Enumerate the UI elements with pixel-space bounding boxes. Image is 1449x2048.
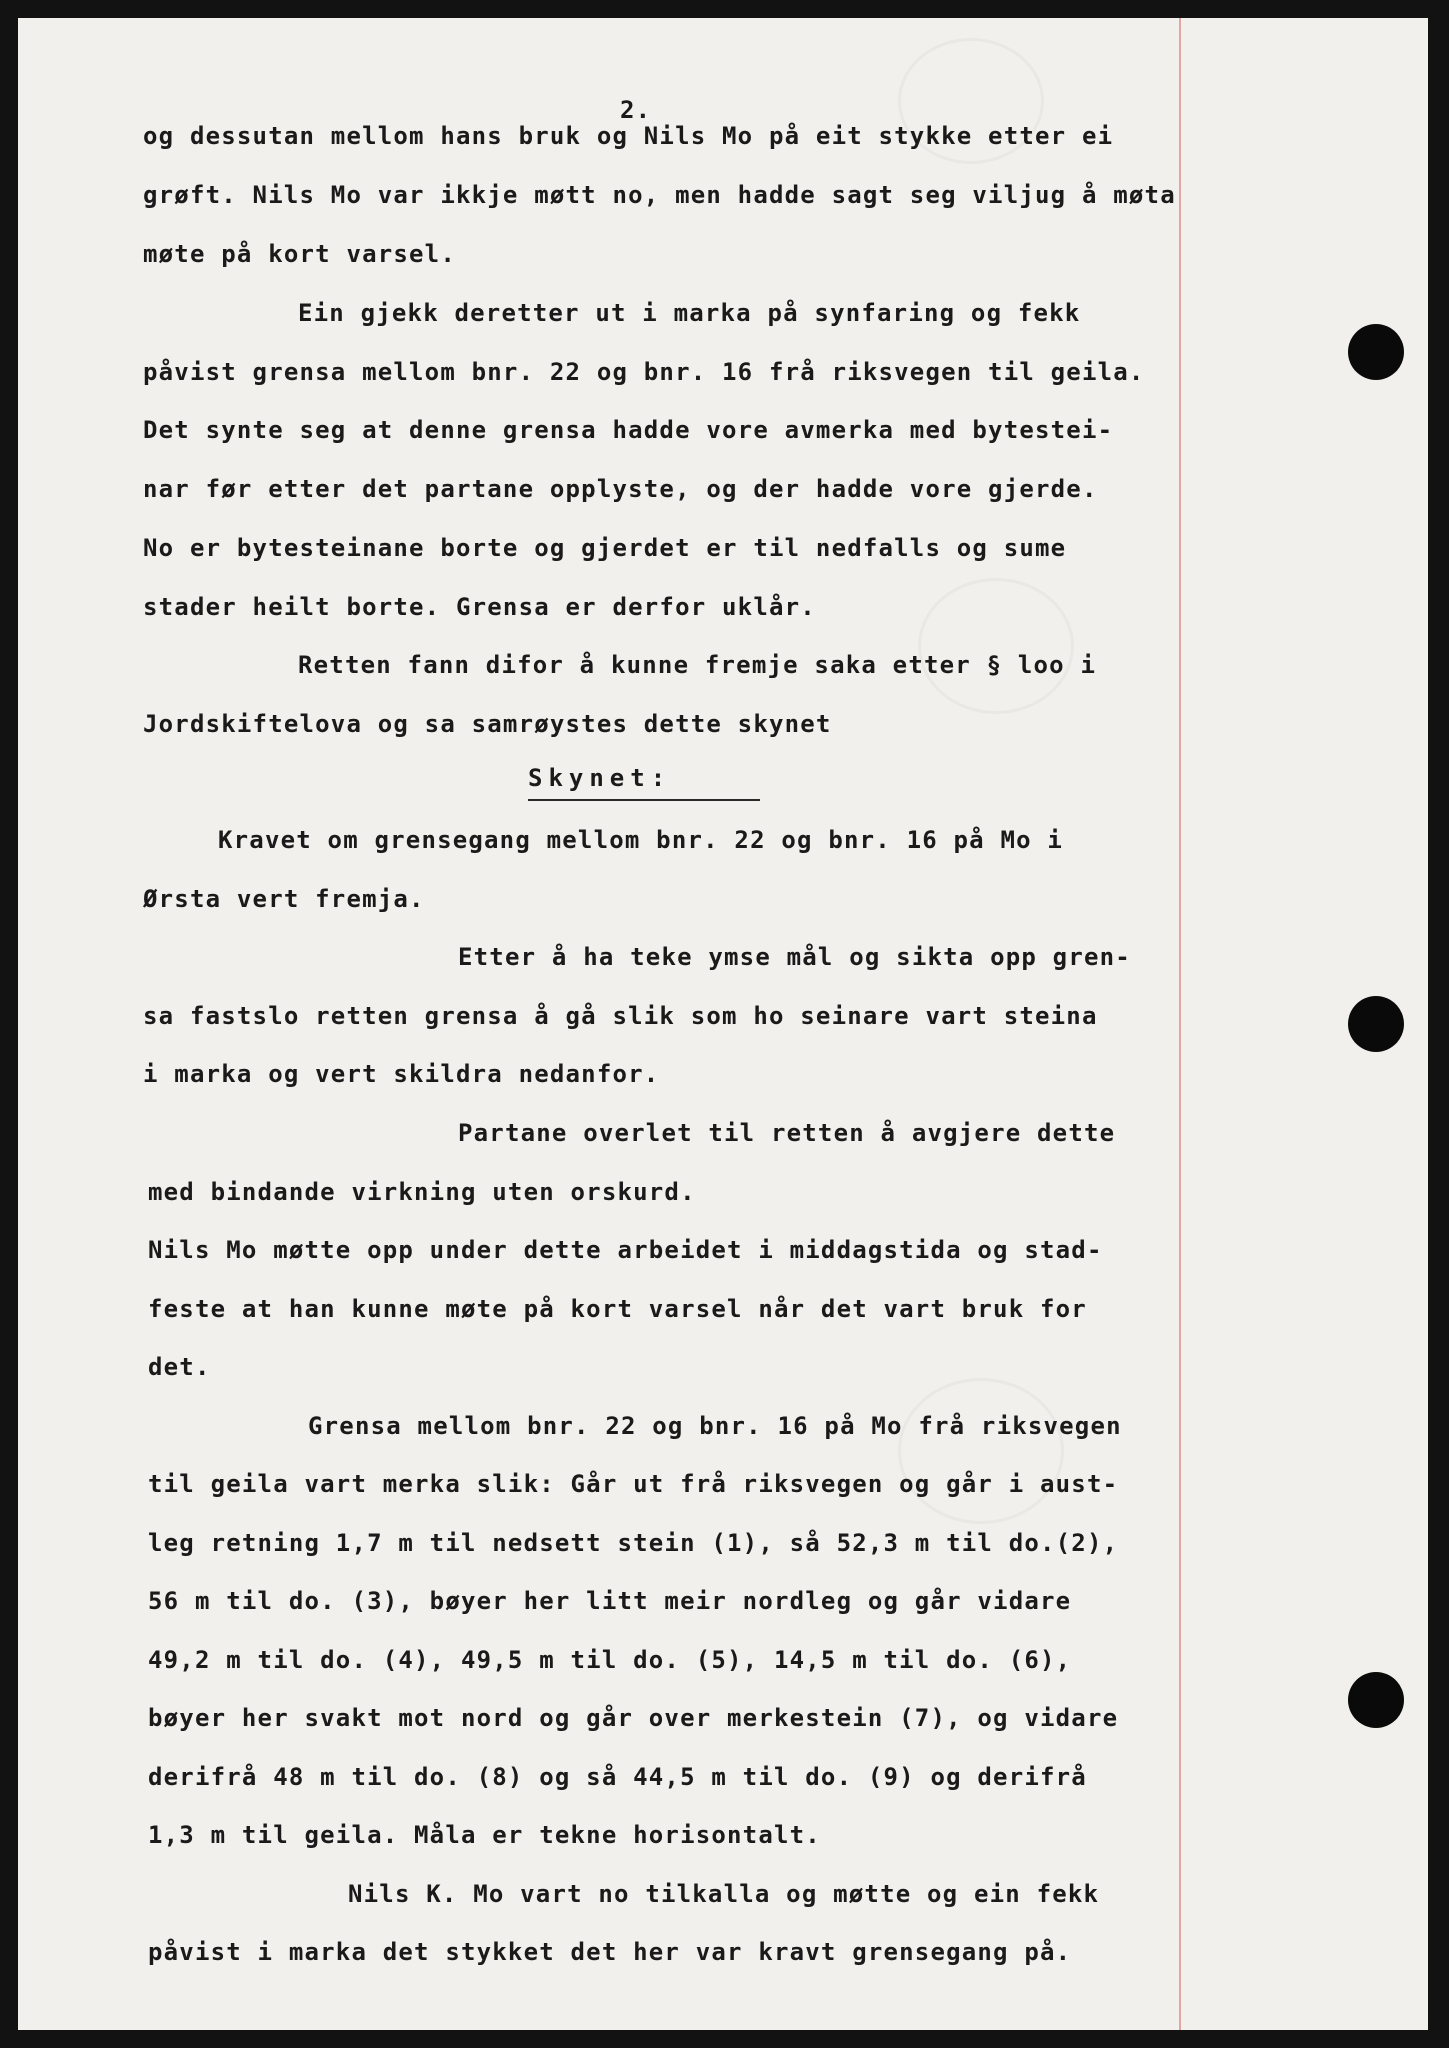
text-line: påvist i marka det stykket det her var kravt grensegang på.: [148, 1938, 1072, 1966]
text-line: Nils K. Mo vart no tilkalla og møtte og ein fekk: [348, 1880, 1100, 1908]
heading-underline: [528, 799, 760, 801]
text-line: No er bytesteinane borte og gjerdet er til nedfalls og sume: [143, 534, 1067, 562]
document-page: [18, 18, 1428, 2030]
text-line: Etter å ha teke ymse mål og sikta opp gren-: [458, 943, 1131, 971]
margin-line: [1179, 18, 1181, 2030]
text-line: påvist grensa mellom bnr. 22 og bnr. 16 frå riksvegen til geila.: [143, 358, 1145, 386]
section-heading: Skynet:: [528, 764, 672, 792]
text-line: Ørsta vert fremja.: [143, 885, 425, 913]
text-line: nar før etter det partane opplyste, og der hadde vore gjerde.: [143, 475, 1098, 503]
text-line: grøft. Nils Mo var ikkje møtt no, men hadde sagt seg viljug å møta: [143, 181, 1176, 209]
text-line: med bindande virkning uten orskurd.: [148, 1178, 696, 1206]
text-line: det.: [148, 1353, 211, 1381]
text-line: feste at han kunne møte på kort varsel når det vart bruk for: [148, 1295, 1087, 1323]
text-line: i marka og vert skildra nedanfor.: [143, 1060, 660, 1088]
text-line: leg retning 1,7 m til nedsett stein (1), så 52,3 m til do.(2),: [148, 1529, 1119, 1557]
text-line: Partane overlet til retten å avgjere dette: [458, 1119, 1116, 1147]
text-line: 1,3 m til geila. Måla er tekne horisontalt.: [148, 1821, 821, 1849]
text-line: 56 m til do. (3), bøyer her litt meir nordleg og går vidare: [148, 1587, 1072, 1615]
text-line: derifrå 48 m til do. (8) og så 44,5 m til do. (9) og derifrå: [148, 1763, 1087, 1791]
text-line: bøyer her svakt mot nord og går over merkestein (7), og vidare: [148, 1704, 1119, 1732]
text-line: 49,2 m til do. (4), 49,5 m til do. (5), 14,5 m til do. (6),: [148, 1646, 1072, 1674]
punch-hole-middle: [1348, 996, 1404, 1052]
text-line: Grensa mellom bnr. 22 og bnr. 16 på Mo frå riksvegen: [308, 1412, 1122, 1440]
text-line: Det synte seg at denne grensa hadde vore avmerka med bytestei-: [143, 416, 1114, 444]
text-line: Jordskiftelova og sa samrøystes dette skynet: [143, 710, 832, 738]
text-line: møte på kort varsel.: [143, 240, 456, 268]
punch-hole-bottom: [1348, 1672, 1404, 1728]
text-line: Kravet om grensegang mellom bnr. 22 og bnr. 16 på Mo i: [218, 826, 1064, 854]
page-number: 2.: [620, 96, 652, 124]
text-line: Nils Mo møtte opp under dette arbeidet i middagstida og stad-: [148, 1236, 1103, 1264]
punch-hole-top: [1348, 324, 1404, 380]
bleed-through-circle: [898, 1378, 1064, 1524]
text-line: og dessutan mellom hans bruk og Nils Mo på eit stykke etter ei: [143, 122, 1114, 150]
text-line: til geila vart merka slik: Går ut frå riksvegen og går i aust-: [148, 1470, 1119, 1498]
text-line: stader heilt borte. Grensa er derfor uklår.: [143, 593, 816, 621]
text-line: Ein gjekk deretter ut i marka på synfaring og fekk: [298, 299, 1081, 327]
text-line: sa fastslo retten grensa å gå slik som ho seinare vart steina: [143, 1002, 1098, 1030]
bleed-through-circle: [918, 578, 1074, 714]
text-line: Retten fann difor å kunne fremje saka etter § loo i: [298, 651, 1097, 679]
